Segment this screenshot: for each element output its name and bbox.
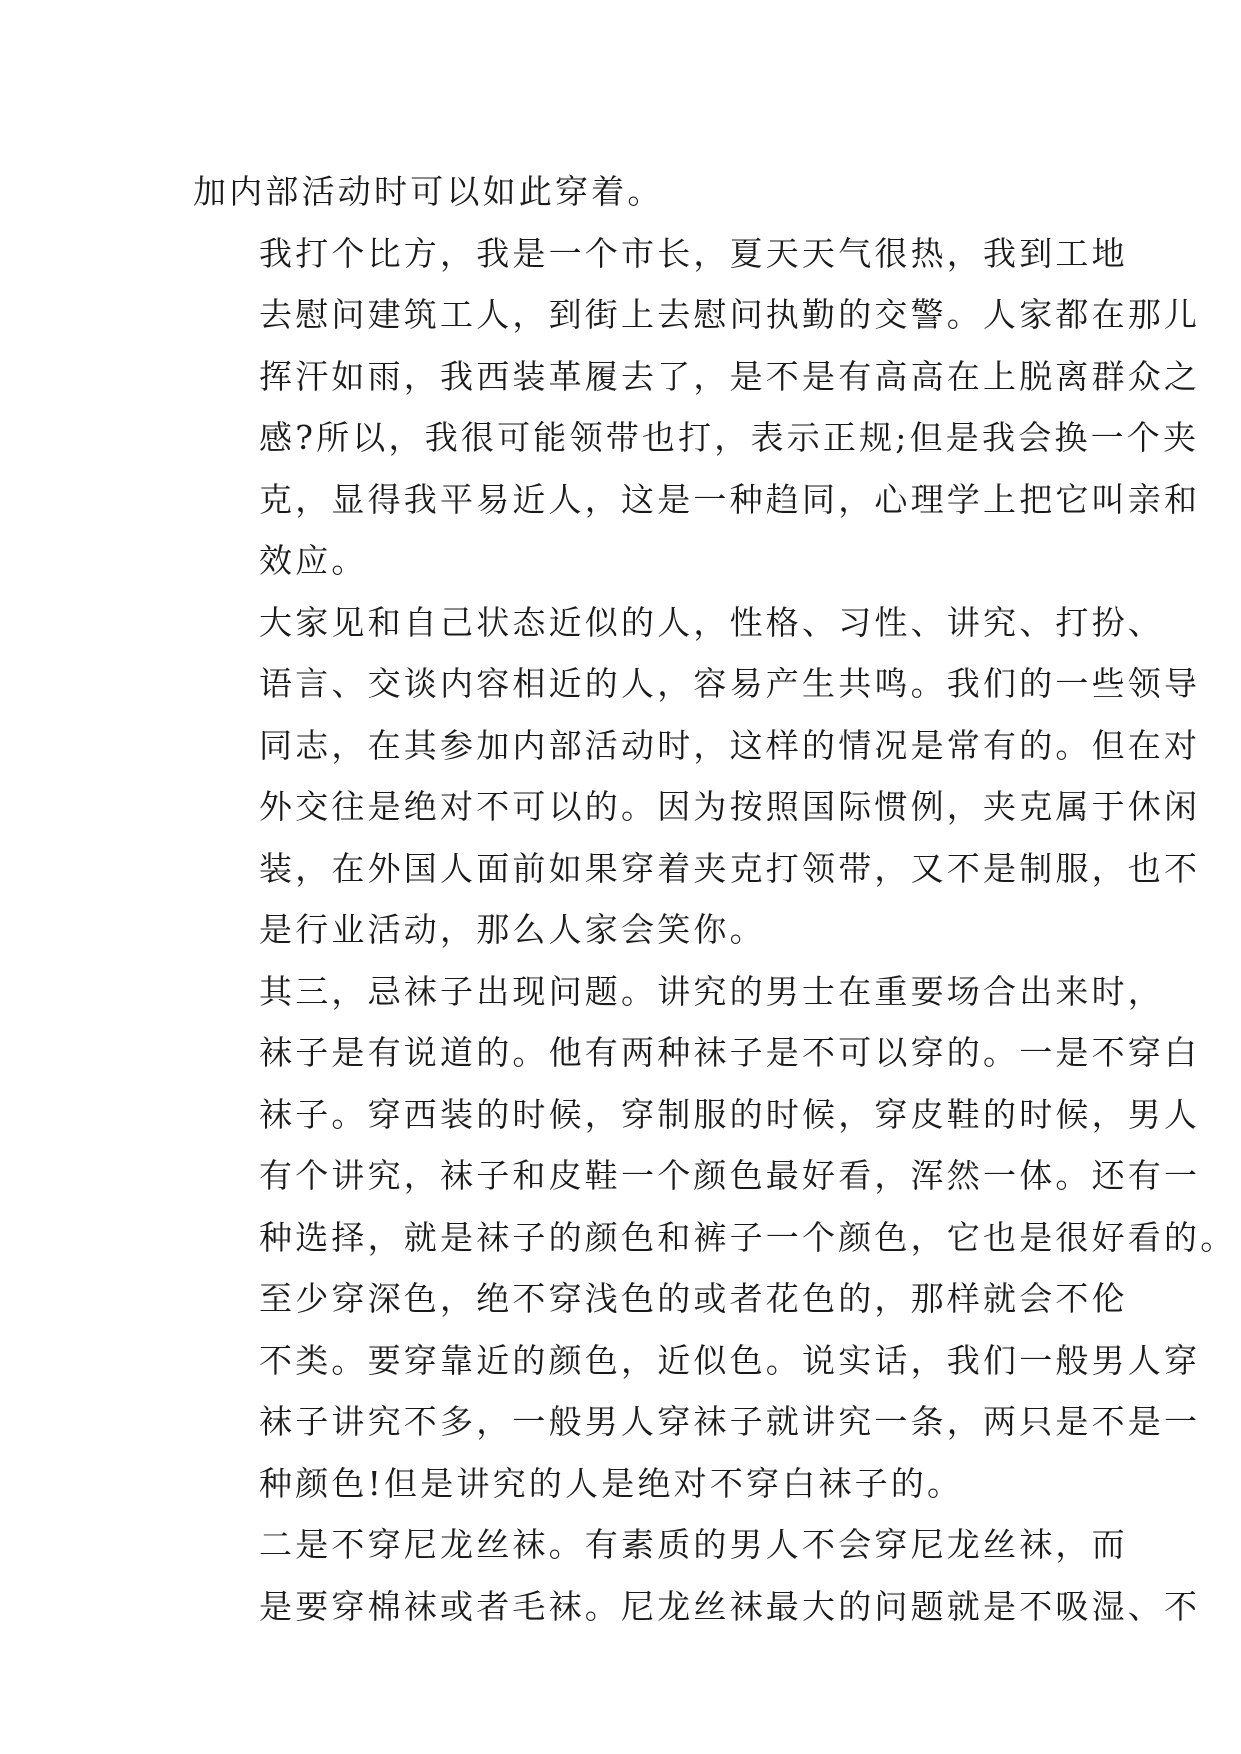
text-line: 挥汗如雨，我西装革履去了，是不是有高高在上脱离群众之 bbox=[259, 356, 1201, 396]
text-line: 是要穿棉袜或者毛袜。尼龙丝袜最大的问题就是不吸湿、不 bbox=[259, 1586, 1201, 1626]
paragraph-5 bbox=[193, 1268, 1201, 1514]
text-line: 有个讲究，袜子和皮鞋一个颜色最好看，浑然一体。还有一 bbox=[259, 1156, 1201, 1195]
text-line: 二是不穿尼龙丝袜。有素质的男人不会穿尼龙丝袜，而 bbox=[259, 1525, 1128, 1564]
text-line: 外交往是绝对不可以的。因为按照国际惯例，夹克属于休闲 bbox=[259, 787, 1201, 826]
text-line: 去慰问建筑工人，到街上去慰问执勤的交警。人家都在那儿 bbox=[259, 295, 1201, 334]
text-line: 加内部活动时可以如此穿着。 bbox=[193, 172, 664, 211]
text-line: 袜子讲究不多，一般男人穿袜子就讲究一条，两只是不是一 bbox=[259, 1402, 1201, 1441]
paragraph-3 bbox=[193, 592, 1201, 961]
text-line: 同志，在其参加内部活动时，这样的情况是常有的。但在对 bbox=[259, 725, 1201, 765]
text-line: 大家见和自己状态近似的人，性格、习性、讲究、打扮、 bbox=[259, 602, 1164, 642]
text-line: 种选择，就是袜子的颜色和裤子一个颜色，它也是很好看的。 bbox=[259, 1217, 1237, 1257]
text-line: 装，在外国人面前如果穿着夹克打领带，又不是制服，也不 bbox=[259, 848, 1201, 888]
text-line: 是行业活动，那么人家会笑你。 bbox=[259, 910, 766, 949]
text-line: 不类。要穿靠近的颜色，近似色。说实话，我们一般男人穿 bbox=[259, 1340, 1201, 1380]
text-line: 克，显得我平易近人，这是一种趋同，心理学上把它叫亲和 bbox=[259, 479, 1201, 519]
document-body bbox=[193, 161, 1237, 1637]
paragraph-1 bbox=[193, 161, 1050, 223]
text-line: 袜子是有说道的。他有两种袜子是不可以穿的。一是不穿白 bbox=[259, 1033, 1201, 1072]
text-line: 种颜色!但是讲究的人是绝对不穿白袜子的。 bbox=[259, 1463, 964, 1503]
text-line: 袜子。穿西装的时候，穿制服的时候，穿皮鞋的时候，男人 bbox=[259, 1094, 1201, 1134]
paragraph-6 bbox=[193, 1514, 1201, 1637]
paragraph-2 bbox=[193, 223, 1201, 592]
text-line: 至少穿深色，绝不穿浅色的或者花色的，那样就会不伦 bbox=[259, 1279, 1128, 1318]
text-line: 感?所以，我很可能领带也打，表示正规;但是我会换一个夹 bbox=[259, 418, 1200, 457]
paragraph-4 bbox=[193, 961, 1237, 1269]
text-line: 其三，忌袜子出现问题。讲究的男士在重要场合出来时， bbox=[259, 971, 1164, 1011]
text-line: 语言、交谈内容相近的人，容易产生共鸣。我们的一些领导 bbox=[259, 664, 1201, 703]
text-line: 我打个比方，我是一个市长，夏天天气很热，我到工地 bbox=[259, 233, 1128, 273]
text-line: 效应。 bbox=[259, 541, 368, 580]
